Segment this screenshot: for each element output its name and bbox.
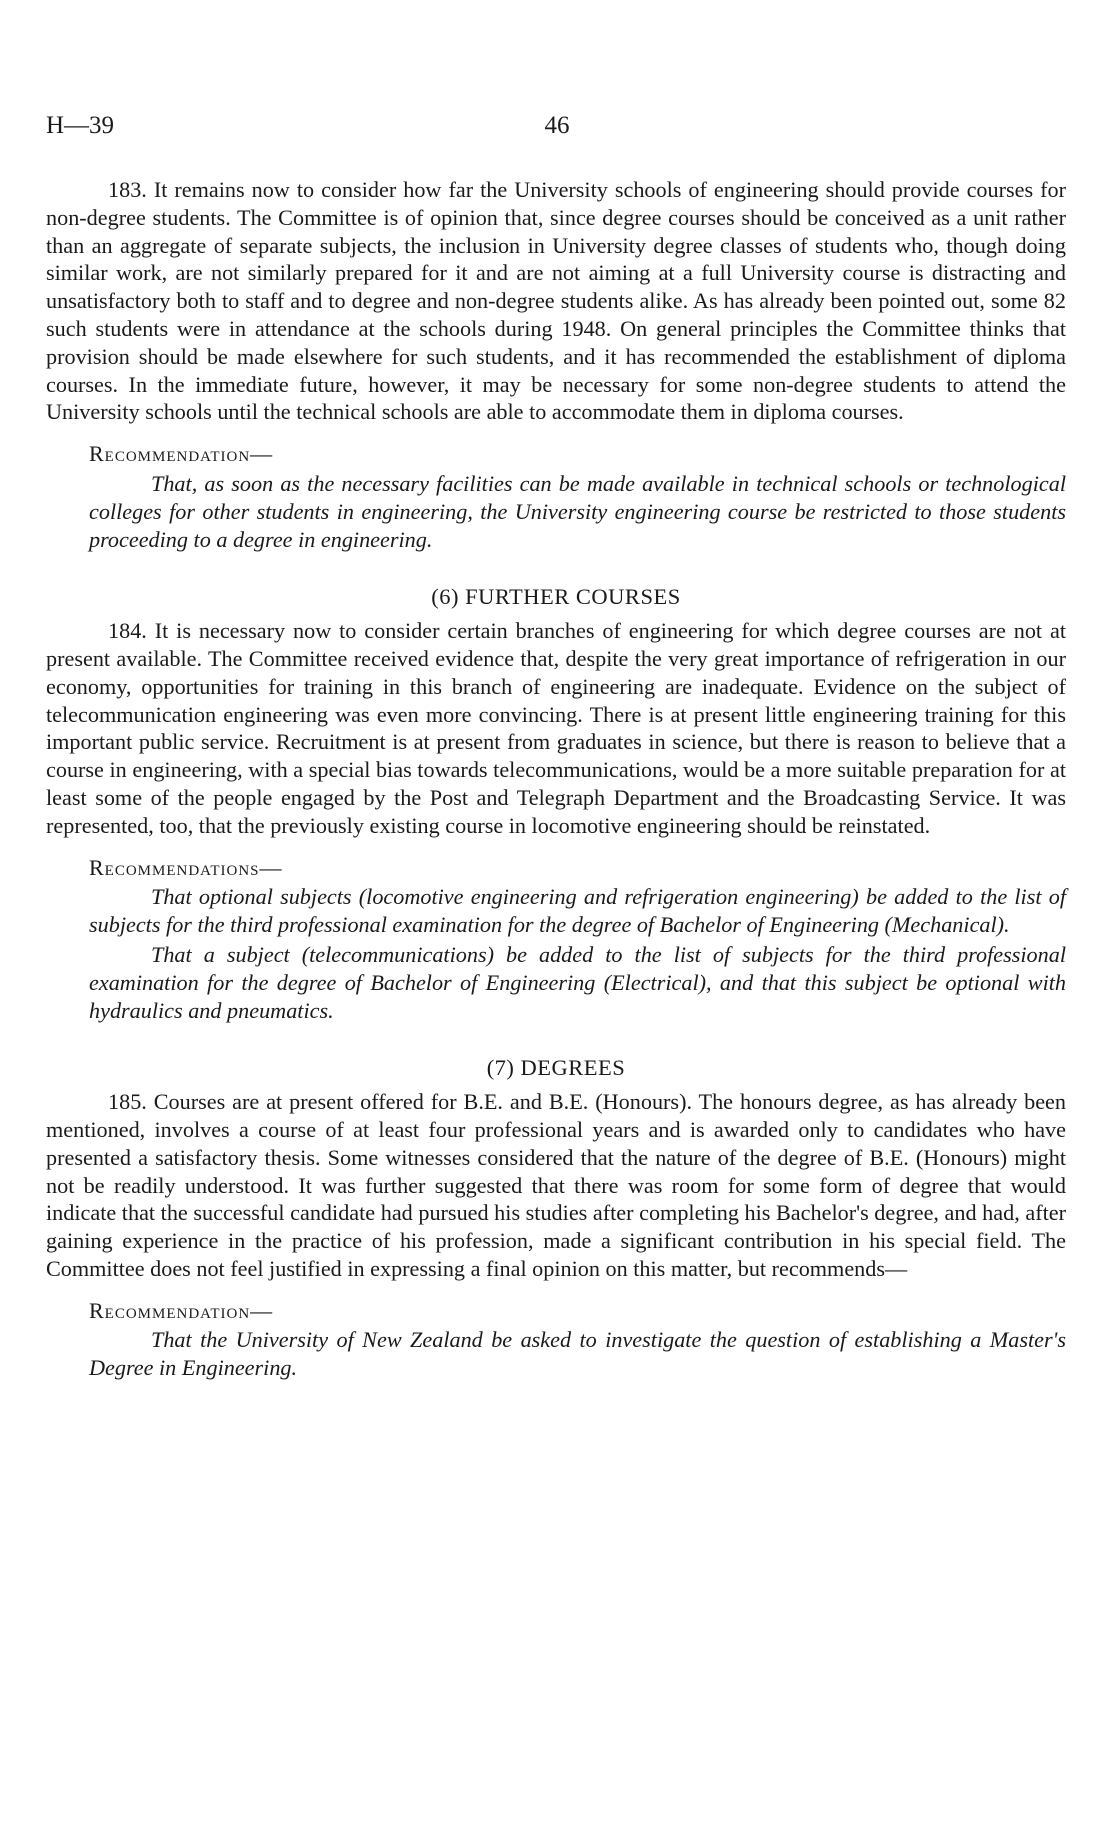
recommendation-label: Recommendation— [89, 441, 274, 467]
paragraph-185: 185. Courses are at present offered for B.E. and B.E. (Honours). The honours degree, as has already been mentioned, involves a course of at least four professional years and is awarded only to candidates who have presented a satisfactory thesis. Some witnesses considered that the nature of the degree of B.E. (Honours) might not be readily understood. It was further suggested that there was room for some form of degree that would indicate that the successful candidate had pursued his studies after completing his Bachelor's degree, and had, after gaining experience in the practice of his profession, made a significant contribution in his special field. The Committee does not feel justified in expressing a final opinion on this matter, but recommends— [46, 1089, 1066, 1281]
page-header [46, 112, 1068, 146]
page-number: 46 [544, 112, 570, 139]
recommendation-text-mechanical: That optional subjects (locomotive engineering and refrigeration engineering) be added to the list of subjects for the third professional examination for the degree of Bachelor of Engineering (Mechanical). [89, 884, 1066, 938]
document-code: H—39 [46, 112, 115, 139]
section-heading-degrees: (7) DEGREES [486, 1055, 626, 1081]
recommendations-label: Recommendations— [89, 854, 283, 880]
recommendation-text-masters: That the University of New Zealand be asked to investigate the question of establishing a Master's Degree in Engineering. [89, 1327, 1066, 1381]
recommendation-label: Recommendation— [89, 1297, 274, 1323]
recommendation-text-electrical: That a subject (telecommunications) be added to the list of subjects for the third professional examination for the degree of Bachelor of Engineering (Electrical), and that this subject be optional with hydraulics and pneumatics. [89, 941, 1066, 1023]
paragraph-184: 184. It is necessary now to consider certain branches of engineering for which degree courses are not at present available. The Committee received evidence that, despite the very great importance of refrigeration in our economy, opportunities for training in this branch of engineering are inadequate. Evidence on the subject of telecommunication engineering was even more convincing. There is at present little engineering training for this important public service. Recruitment is at present from graduates in science, but there is reason to believe that a course in engineering, with a special bias towards telecommunications, would be a more suitable preparation for at least some of the people engaged by the Post and Telegraph Department and the Broadcasting Service. It was represented, too, that the previously existing course in locomotive engineering should be reinstated. [46, 618, 1066, 838]
section-heading-further-courses: (6) FURTHER COURSES [431, 584, 681, 610]
paragraph-183: 183. It remains now to consider how far the University schools of engineering should provide courses for non-degree students. The Committee is of opinion that, since degree courses should be conceived as a unit rather than an aggregate of separate subjects, the inclusion in University degree classes of students who, though doing similar work, are not similarly prepared for it and are not aiming at a full University course is distracting and unsatisfactory both to staff and to degree and non-degree students alike. As has already been pointed out, some 82 such students were in attendance at the schools during 1948. On general principles the Committee thinks that provision should be made elsewhere for such students, and it has recommended the establishment of diploma courses. In the immediate future, however, it may be necessary for some non-degree students to attend the University schools until the technical schools are able to accommodate them in diploma courses. [46, 177, 1066, 425]
page-body [46, 176, 1066, 1382]
recommendation-text: That, as soon as the necessary facilities can be made available in technical schools or technological colleges for other students in engineering, the University engineering course be restricted to those students proceeding to a degree in engineering. [89, 470, 1066, 552]
